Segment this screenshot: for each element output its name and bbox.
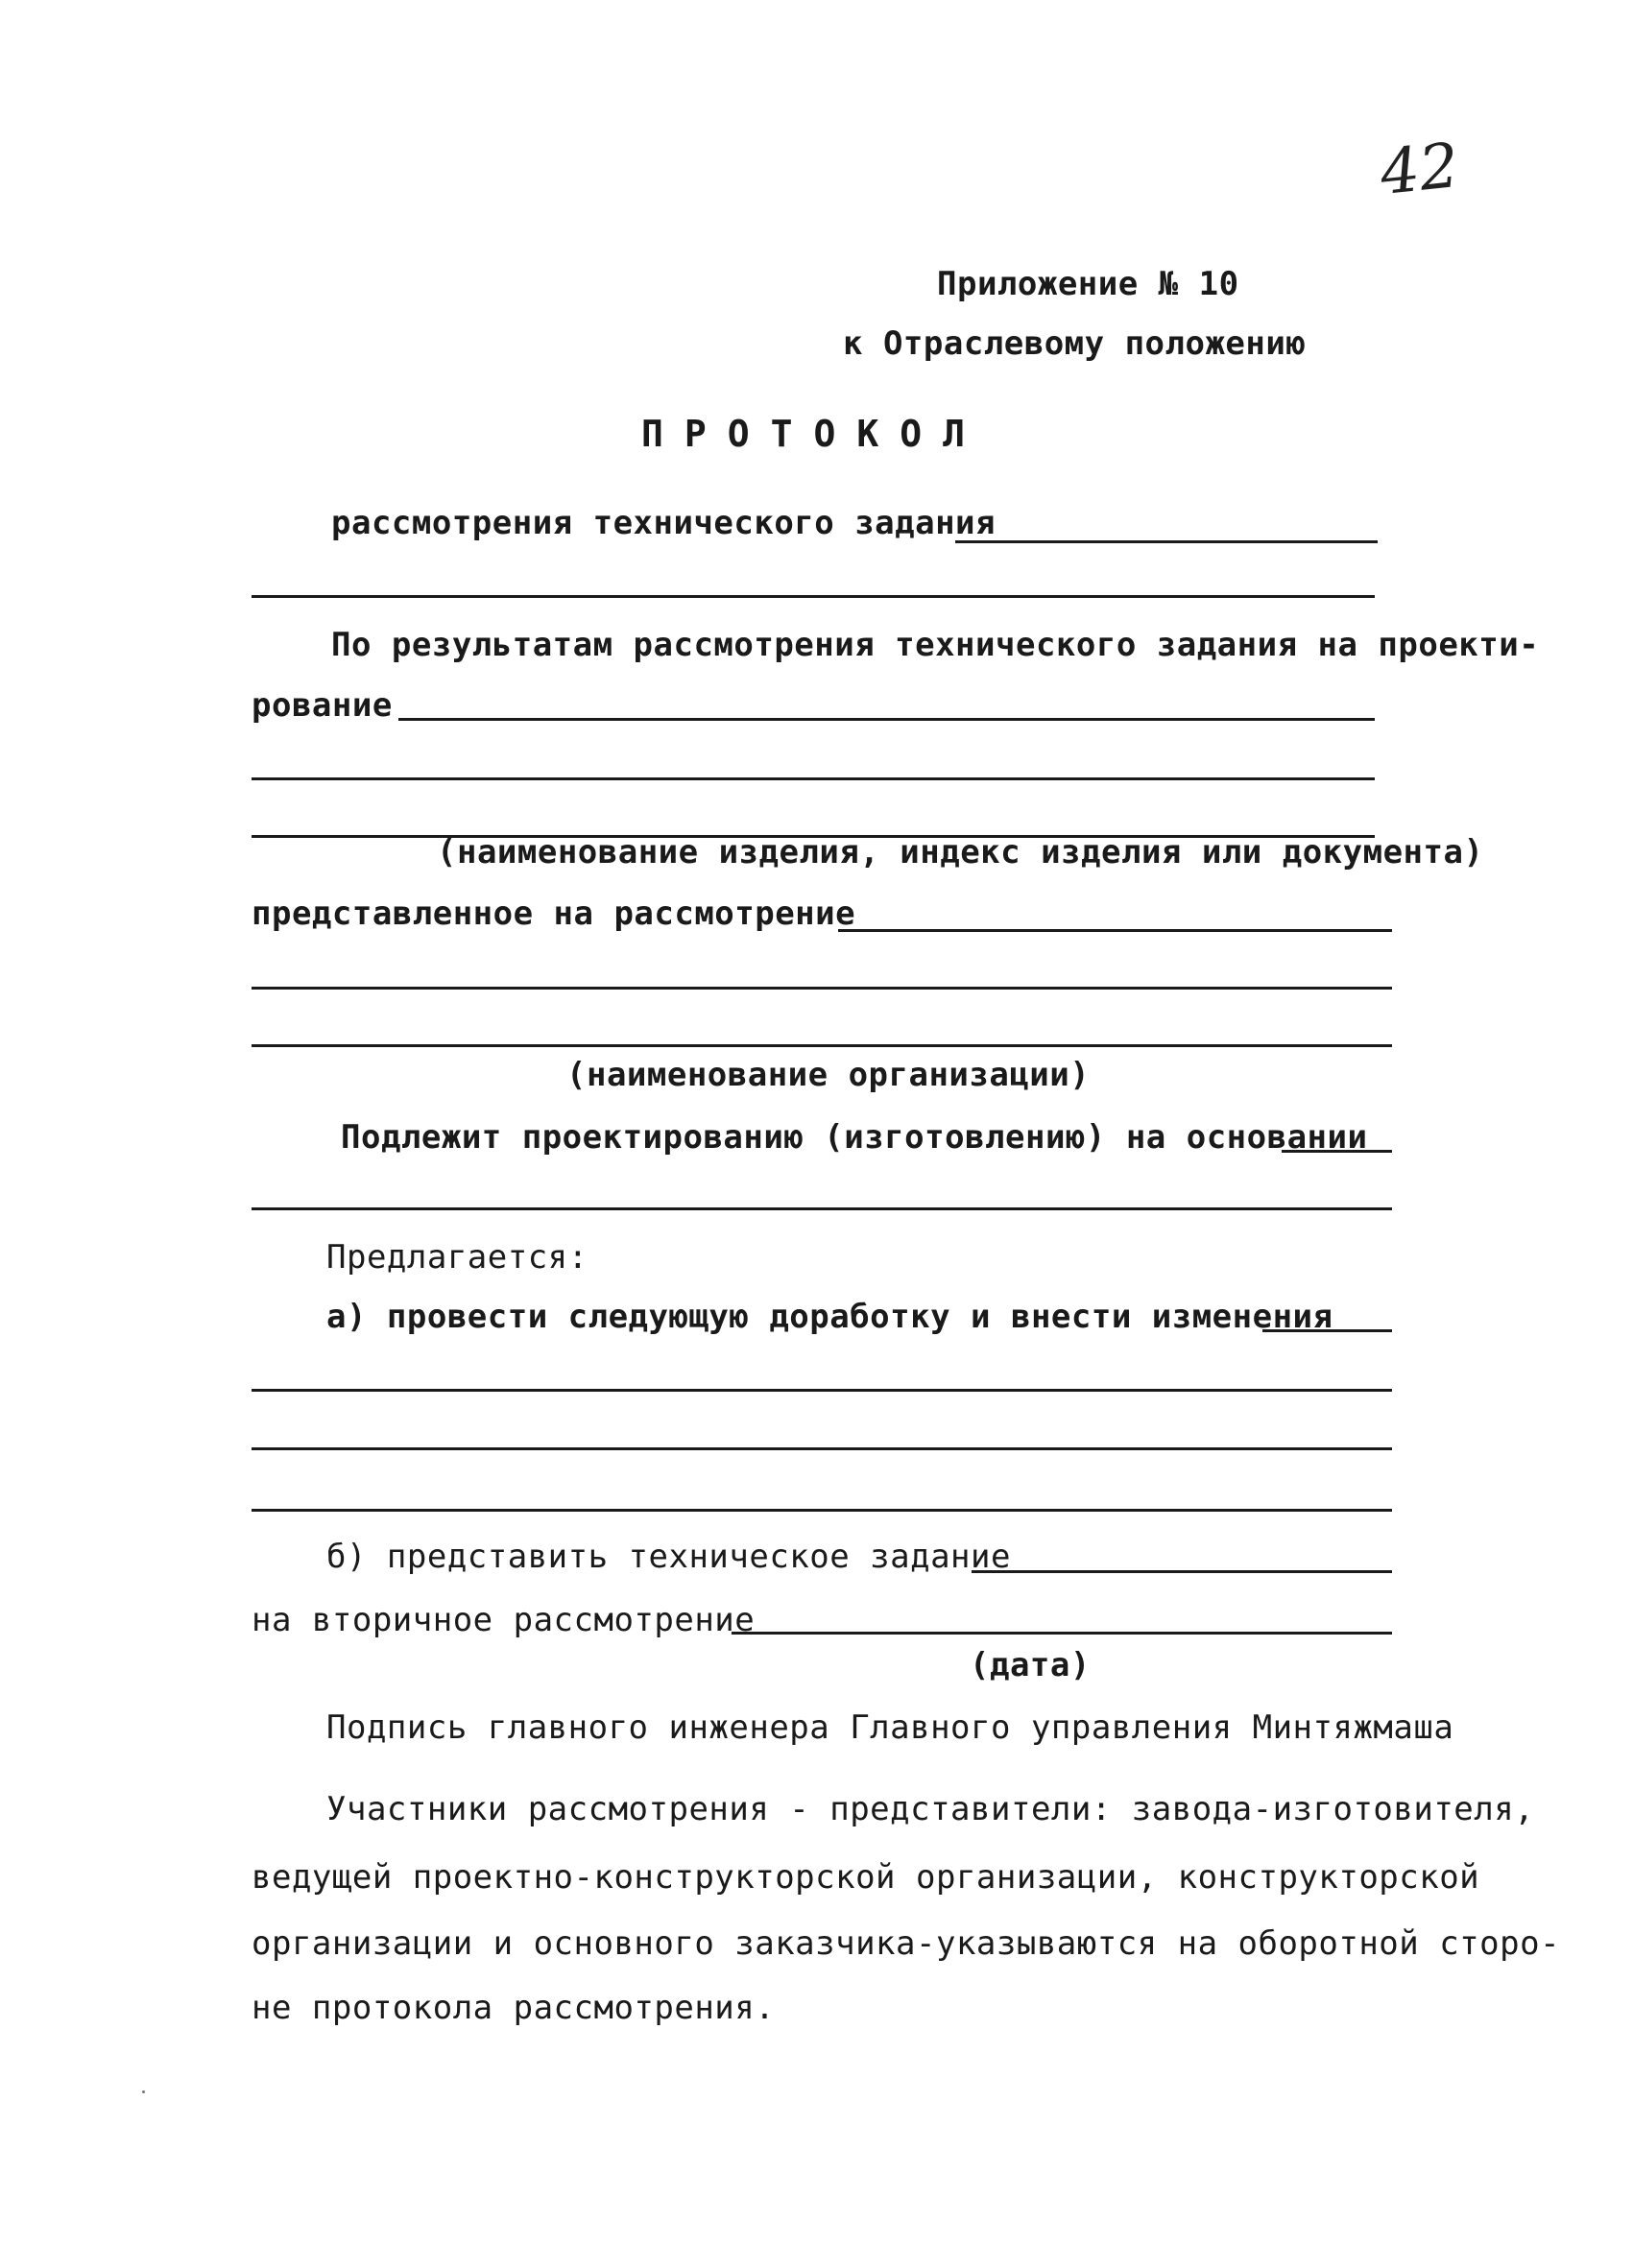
review-label: рассмотрения технического задания: [331, 504, 997, 542]
participants-line3: организации и основного заказчика-указываются на оборотной сторо-: [252, 1924, 1561, 1963]
item-a-blank-line-1[interactable]: [1262, 1329, 1392, 1332]
item-a-blank-line-3[interactable]: [252, 1447, 1392, 1450]
subject-label: Подлежит проектированию (изготовлению) на основании: [341, 1118, 1368, 1157]
appendix-number: Приложение № 10: [937, 265, 1239, 303]
submitted-blank-line-1[interactable]: [838, 929, 1392, 932]
item-b-text: б) представить техническое задание: [326, 1538, 1011, 1576]
scan-speck: [142, 2090, 145, 2093]
review-blank-line[interactable]: [955, 540, 1378, 543]
secondary-date-blank-line[interactable]: [732, 1632, 1392, 1635]
document-title: ПРОТОКОЛ: [641, 413, 987, 455]
proposed-label: Предлагается:: [326, 1238, 588, 1277]
page-number: 42: [1377, 130, 1463, 210]
date-caption: (дата): [970, 1646, 1091, 1684]
submitted-blank-line-3[interactable]: [252, 1044, 1392, 1047]
participants-line1: Участники рассмотрения - представители: завода-изготовителя,: [326, 1790, 1535, 1828]
secondary-review-label: на вторичное рассмотрение: [252, 1601, 756, 1639]
product-caption: (наименование изделия, индекс изделия или документа): [437, 833, 1484, 871]
submitted-label: представленное на рассмотрение: [252, 895, 856, 933]
product-blank-line-2[interactable]: [252, 777, 1375, 780]
organization-caption: (наименование организации): [566, 1056, 1091, 1094]
participants-line4: не протокола рассмотрения.: [252, 1989, 776, 2027]
results-text-line2: рование: [252, 686, 393, 725]
item-a-blank-line-4[interactable]: [252, 1509, 1392, 1512]
product-blank-line-1[interactable]: [398, 718, 1375, 721]
results-text-line1: По результатам рассмотрения технического задания на проекти-: [331, 626, 1540, 664]
basis-blank-line-2[interactable]: [252, 1207, 1392, 1210]
item-a-text: а) провести следующую доработку и внести изменения: [326, 1298, 1333, 1336]
basis-blank-line-1[interactable]: [1282, 1150, 1392, 1153]
appendix-reference: к Отраслевому положению: [843, 324, 1307, 363]
participants-line2: ведущей проектно-конструкторской организации, конструкторской: [252, 1858, 1480, 1897]
signature-line: Подпись главного инженера Главного управления Минтяжмаша: [326, 1708, 1454, 1747]
review-blank-line-2[interactable]: [252, 595, 1375, 598]
item-b-blank-line[interactable]: [972, 1570, 1392, 1573]
item-a-blank-line-2[interactable]: [252, 1389, 1392, 1392]
submitted-blank-line-2[interactable]: [252, 987, 1392, 990]
